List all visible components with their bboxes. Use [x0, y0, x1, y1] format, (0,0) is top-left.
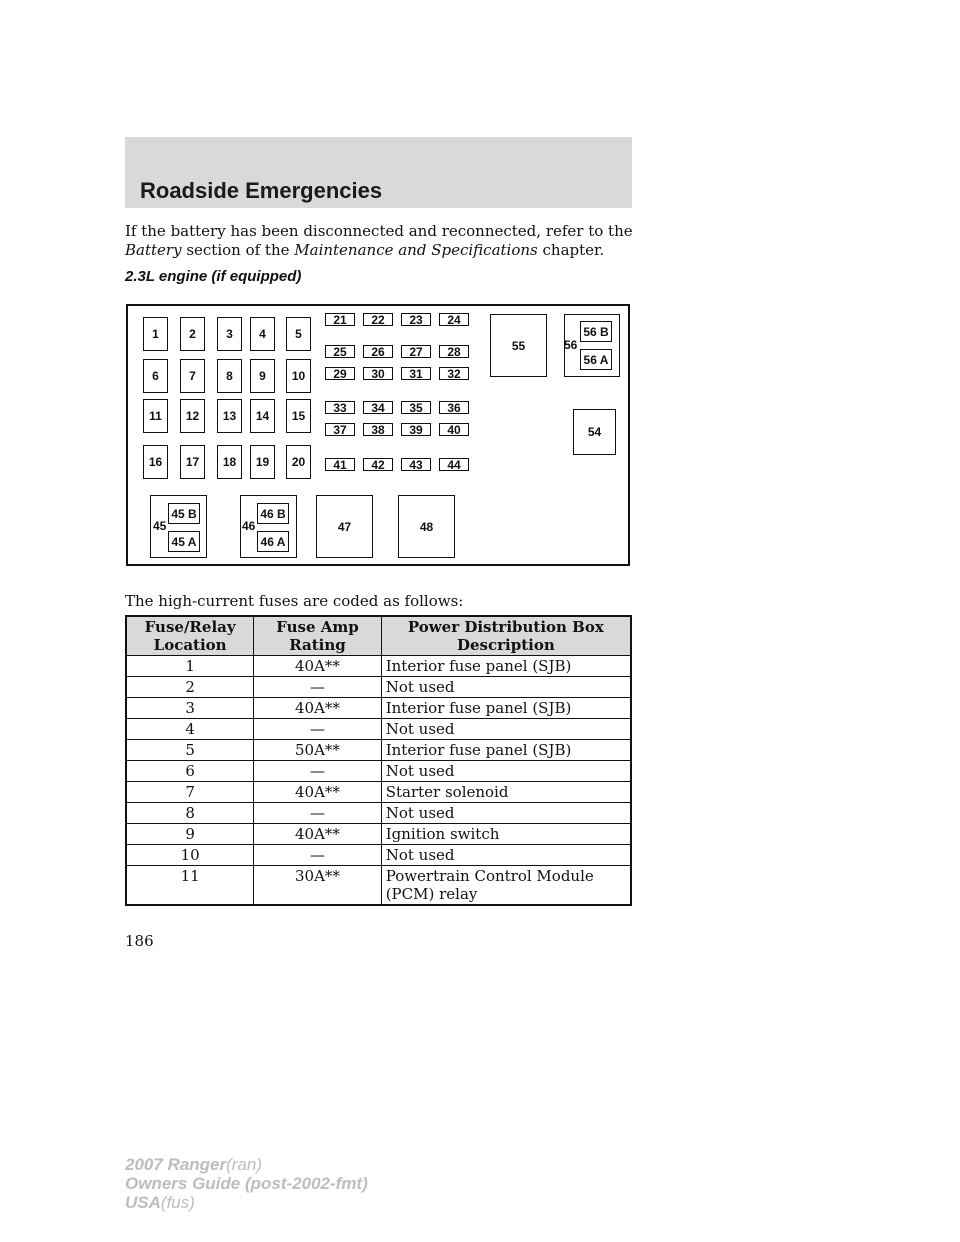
header-description-line1: Power Distribution Box	[407, 618, 604, 636]
cell-description: Powertrain Control Module (PCM) relay	[381, 866, 631, 906]
cell-rating: 30A**	[254, 866, 381, 906]
fuse-box-diagram	[126, 304, 630, 566]
fuse-15: 15	[286, 399, 311, 433]
cell-description: Interior fuse panel (SJB)	[381, 740, 631, 761]
fuse-35: 35	[401, 401, 431, 414]
cell-rating: 40A**	[254, 698, 381, 719]
relay-45a: 45 A	[168, 531, 200, 552]
section-title: Roadside Emergencies	[140, 178, 383, 203]
fuse-8: 8	[217, 359, 242, 393]
fuse-20: 20	[286, 445, 311, 479]
cell-rating: 40A**	[254, 656, 381, 677]
cell-description: Not used	[381, 761, 631, 782]
fuse-23: 23	[401, 313, 431, 326]
fuse-42: 42	[363, 458, 393, 471]
header-location	[126, 616, 254, 656]
fuse-19: 19	[250, 445, 275, 479]
footer-model-code: (ran)	[226, 1155, 263, 1174]
fuse-table	[125, 615, 632, 906]
fuse-21: 21	[325, 313, 355, 326]
fuse-2: 2	[180, 317, 205, 351]
cell-rating: —	[254, 677, 381, 698]
intro-text-end: chapter.	[537, 241, 605, 259]
fuse-22: 22	[363, 313, 393, 326]
table-row	[126, 782, 631, 803]
fuse-9: 9	[250, 359, 275, 393]
intro-paragraph	[125, 222, 645, 260]
table-row	[126, 824, 631, 845]
table-row	[126, 845, 631, 866]
relay-56b: 56 B	[580, 321, 612, 342]
cell-location: 1	[126, 656, 254, 677]
fuse-1: 1	[143, 317, 168, 351]
cell-rating: 40A**	[254, 782, 381, 803]
cell-location: 9	[126, 824, 254, 845]
relay-56-label: 56	[564, 338, 578, 352]
fuse-16: 16	[143, 445, 168, 479]
cell-location: 10	[126, 845, 254, 866]
table-intro: The high-current fuses are coded as follows:	[125, 592, 464, 610]
fuse-33: 33	[325, 401, 355, 414]
cell-rating: —	[254, 845, 381, 866]
fuse-18: 18	[217, 445, 242, 479]
intro-text: section of the	[181, 241, 295, 259]
page-number: 186	[125, 932, 154, 950]
relay-54: 54	[573, 409, 616, 455]
table-row	[126, 656, 631, 677]
header-rating-line2: Rating	[289, 636, 346, 654]
intro-line: If the battery has been disconnected and reconnected, refer to the	[125, 222, 633, 240]
header-rating	[254, 616, 381, 656]
relay-46b: 46 B	[257, 503, 289, 524]
relay-45-label: 45	[153, 519, 167, 533]
footer-market-code: (fus)	[160, 1193, 195, 1212]
cell-location: 3	[126, 698, 254, 719]
fuse-6: 6	[143, 359, 168, 393]
relay-48: 48	[398, 495, 455, 558]
fuse-29: 29	[325, 367, 355, 380]
header-description	[381, 616, 631, 656]
fuse-26: 26	[363, 345, 393, 358]
cell-location: 11	[126, 866, 254, 906]
cell-description: Not used	[381, 803, 631, 824]
cell-location: 6	[126, 761, 254, 782]
cell-location: 2	[126, 677, 254, 698]
table-header-row	[126, 616, 631, 656]
fuse-7: 7	[180, 359, 205, 393]
fuse-12: 12	[180, 399, 205, 433]
table-row	[126, 761, 631, 782]
footer-guide: Owners Guide (post-2002-fmt)	[125, 1174, 368, 1193]
table-row	[126, 698, 631, 719]
cell-description: Not used	[381, 845, 631, 866]
header-description-line2: Description	[456, 636, 555, 654]
fuse-32: 32	[439, 367, 469, 380]
header-location-line1: Fuse/Relay	[144, 618, 236, 636]
cell-description: Not used	[381, 677, 631, 698]
cell-location: 5	[126, 740, 254, 761]
fuse-36: 36	[439, 401, 469, 414]
fuse-24: 24	[439, 313, 469, 326]
cell-location: 4	[126, 719, 254, 740]
relay-46a: 46 A	[257, 531, 289, 552]
fuse-14: 14	[250, 399, 275, 433]
header-rating-line1: Fuse Amp	[276, 618, 359, 636]
fuse-17: 17	[180, 445, 205, 479]
fuse-30: 30	[363, 367, 393, 380]
chapter-reference: Maintenance and Specifications	[294, 241, 538, 259]
fuse-37: 37	[325, 423, 355, 436]
cell-description: Not used	[381, 719, 631, 740]
table-row	[126, 866, 631, 906]
relay-45b: 45 B	[168, 503, 200, 524]
fuse-10: 10	[286, 359, 311, 393]
footer-model: 2007 Ranger	[125, 1155, 227, 1174]
footer-market: USA	[125, 1193, 161, 1212]
fuse-38: 38	[363, 423, 393, 436]
fuse-41: 41	[325, 458, 355, 471]
cell-description: Interior fuse panel (SJB)	[381, 698, 631, 719]
table-row	[126, 677, 631, 698]
fuse-40: 40	[439, 423, 469, 436]
cell-rating: —	[254, 803, 381, 824]
table-row	[126, 803, 631, 824]
engine-subheading: 2.3L engine (if equipped)	[125, 268, 302, 285]
table-row	[126, 719, 631, 740]
table-row	[126, 740, 631, 761]
header-location-line2: Location	[153, 636, 227, 654]
cell-rating: 50A**	[254, 740, 381, 761]
fuse-5: 5	[286, 317, 311, 351]
fuse-13: 13	[217, 399, 242, 433]
relay-56a: 56 A	[580, 349, 612, 370]
cell-location: 7	[126, 782, 254, 803]
cell-rating: —	[254, 761, 381, 782]
fuse-27: 27	[401, 345, 431, 358]
relay-55: 55	[490, 314, 547, 377]
fuse-4: 4	[250, 317, 275, 351]
cell-location: 8	[126, 803, 254, 824]
battery-reference: Battery	[125, 241, 182, 259]
relay-46-label: 46	[242, 519, 256, 533]
fuse-11: 11	[143, 399, 168, 433]
fuse-28: 28	[439, 345, 469, 358]
fuse-31: 31	[401, 367, 431, 380]
cell-description: Interior fuse panel (SJB)	[381, 656, 631, 677]
relay-47: 47	[316, 495, 373, 558]
cell-rating: —	[254, 719, 381, 740]
fuse-43: 43	[401, 458, 431, 471]
cell-description: Ignition switch	[381, 824, 631, 845]
fuse-44: 44	[439, 458, 469, 471]
fuse-34: 34	[363, 401, 393, 414]
fuse-3: 3	[217, 317, 242, 351]
cell-description: Starter solenoid	[381, 782, 631, 803]
footer	[125, 1155, 368, 1212]
fuse-39: 39	[401, 423, 431, 436]
cell-rating: 40A**	[254, 824, 381, 845]
fuse-25: 25	[325, 345, 355, 358]
